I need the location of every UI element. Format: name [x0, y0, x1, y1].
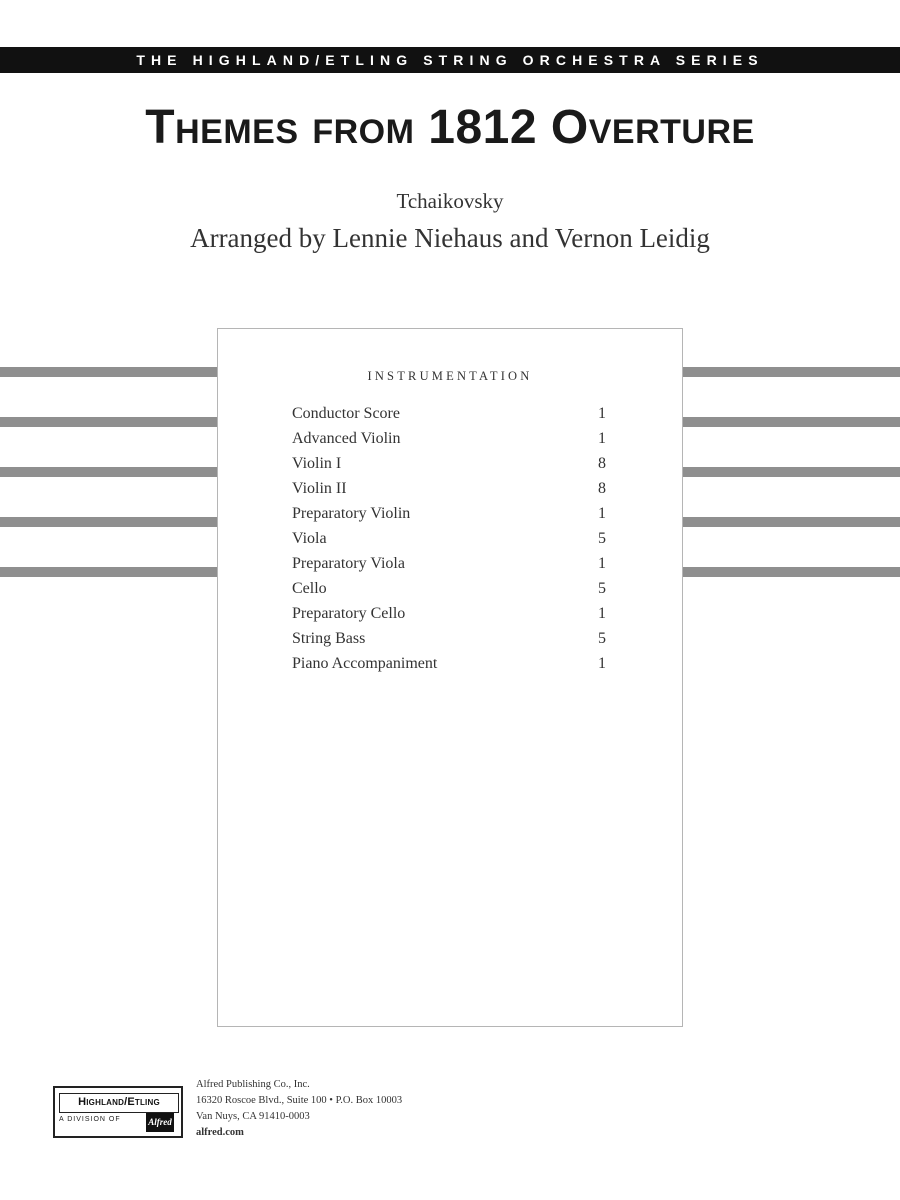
staff-line: [683, 367, 900, 377]
instrument-name: Piano Accompaniment: [292, 655, 438, 672]
instrumentation-heading: INSTRUMENTATION: [367, 369, 533, 383]
staff-line: [0, 367, 218, 377]
instrument-row: [292, 426, 612, 451]
instrument-row: [292, 401, 612, 426]
instrument-row: [292, 476, 612, 501]
series-banner: THE HIGHLAND/ETLING STRING ORCHESTRA SERIES: [0, 47, 900, 73]
staff-line: [683, 567, 900, 577]
instrument-name: Violin II: [292, 480, 347, 497]
logo-name: Highland/Etling: [59, 1093, 179, 1113]
instrument-count: 1: [598, 555, 606, 572]
staff-line: [0, 567, 218, 577]
instrument-count: 1: [598, 430, 606, 447]
publisher-url[interactable]: alfred.com: [196, 1127, 244, 1138]
publisher-info: [196, 1077, 402, 1141]
instrument-row: [292, 626, 612, 651]
publisher-address-line1: 16320 Roscoe Blvd., Suite 100 • P.O. Box 10003: [196, 1095, 403, 1106]
staff-line: [683, 417, 900, 427]
instrument-name: Preparatory Viola: [292, 555, 405, 572]
alfred-logo-mark: Alfred: [146, 1113, 174, 1132]
instrument-name: Conductor Score: [292, 405, 400, 422]
instrumentation-panel: [217, 328, 683, 1027]
instrument-name: Advanced Violin: [292, 430, 401, 447]
instrument-name: Violin I: [292, 455, 342, 472]
staff-line: [683, 517, 900, 527]
instrument-name: Viola: [292, 530, 327, 547]
instrument-count: 1: [598, 655, 606, 672]
instrumentation-list: [292, 401, 612, 676]
instrument-count: 8: [598, 480, 606, 497]
instrument-count: 5: [598, 630, 606, 647]
instrument-count: 5: [598, 530, 606, 547]
instrument-count: 8: [598, 455, 606, 472]
logo-subtitle: A DIVISION OF: [59, 1116, 121, 1123]
instrument-count: 1: [598, 505, 606, 522]
staff-line: [0, 467, 218, 477]
publisher-name: Alfred Publishing Co., Inc.: [196, 1079, 310, 1090]
instrument-name: String Bass: [292, 630, 366, 647]
instrument-name: Preparatory Cello: [292, 605, 406, 622]
instrument-row: [292, 526, 612, 551]
instrument-count: 1: [598, 605, 606, 622]
staff-line: [0, 417, 218, 427]
page-title: Themes from 1812 Overture: [145, 101, 755, 154]
instrument-count: 5: [598, 580, 606, 597]
instrument-row: [292, 651, 612, 676]
staff-line: [683, 467, 900, 477]
arranger-credit: Arranged by Lennie Niehaus and Vernon Leidig: [190, 223, 710, 253]
highland-etling-logo: [53, 1086, 183, 1138]
instrument-row: [292, 501, 612, 526]
publisher-address-line2: Van Nuys, CA 91410-0003: [196, 1111, 310, 1122]
instrument-count: 1: [598, 405, 606, 422]
instrument-name: Preparatory Violin: [292, 505, 411, 522]
instrument-row: [292, 576, 612, 601]
composer: Tchaikovsky: [396, 189, 504, 213]
staff-line: [0, 517, 218, 527]
instrument-row: [292, 551, 612, 576]
instrument-row: [292, 601, 612, 626]
instrument-row: [292, 451, 612, 476]
instrument-name: Cello: [292, 580, 327, 597]
